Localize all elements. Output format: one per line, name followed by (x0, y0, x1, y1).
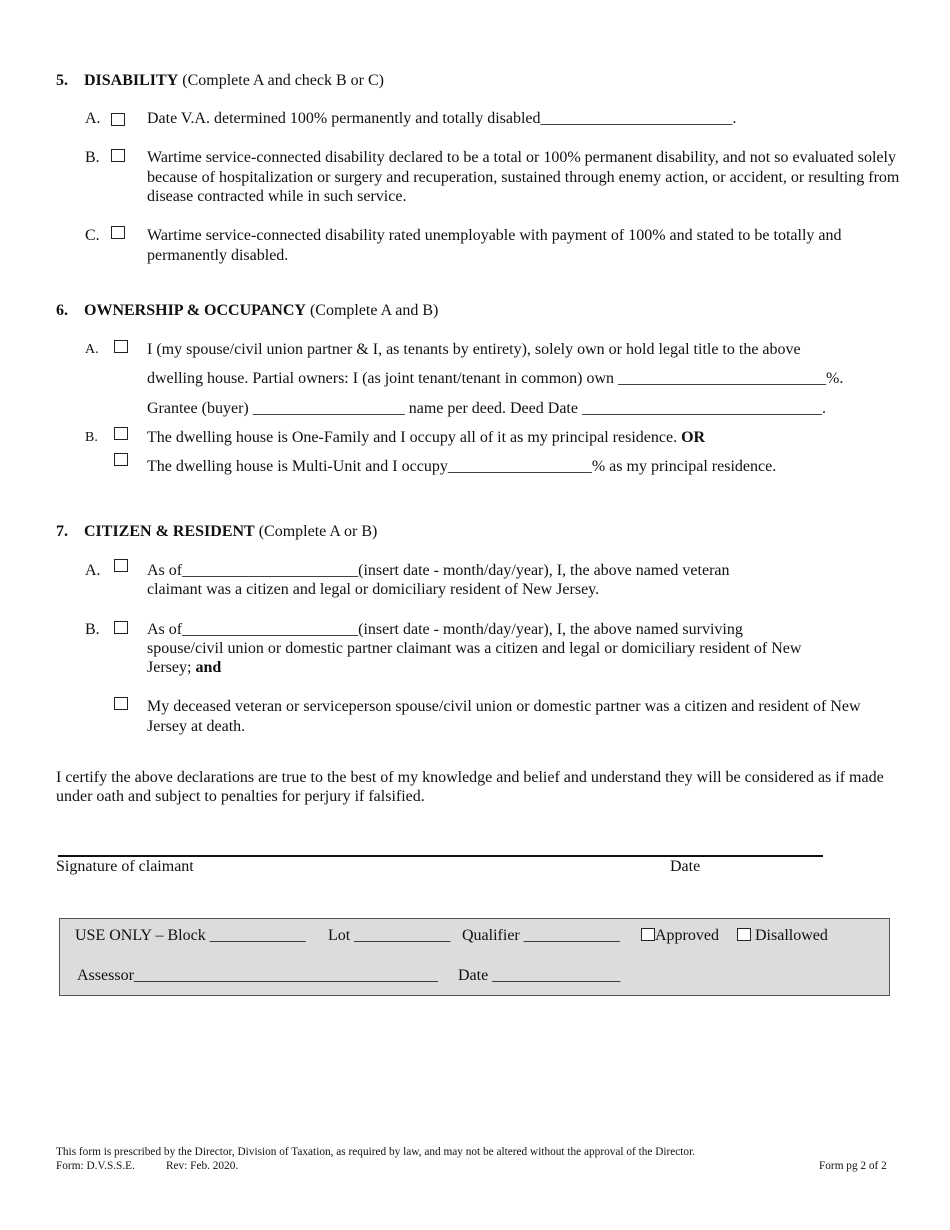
section7-b-letter: B. (85, 621, 100, 638)
section7-subtitle: (Complete A or B) (258, 523, 378, 540)
section5-a-checkbox[interactable] (111, 113, 125, 126)
section7-a-letter: A. (85, 562, 101, 579)
section5-c-text: Wartime service-connected disability rated unemployable with payment of 100% and stated to be totally and permanently disabled. (147, 227, 842, 264)
certification-text: I certify the above declarations are true to the best of my knowledge and belief and understand they will be considered as if made under oath and subject to penalties for perjury if falsified. (56, 769, 884, 805)
use-only-date[interactable]: Date ________________ (458, 967, 621, 984)
section7-c-text: My deceased veteran or serviceperson spouse/civil union or domestic partner was a citizen and resident of New Jersey at death. (147, 698, 861, 735)
approved-checkbox[interactable] (641, 928, 655, 941)
use-only-lot[interactable]: Lot ____________ (328, 927, 451, 944)
footer-form-id: Form: D.V.S.S.E. (56, 1160, 135, 1172)
section5-number: 5. (56, 72, 68, 89)
section5-b-checkbox[interactable] (111, 149, 125, 162)
section7-b-and: and (195, 659, 222, 676)
approved-label: Approved (655, 927, 719, 944)
section6-a-line1: I (my spouse/civil union partner & I, as tenants by entirety), solely own or hold legal title to the above (147, 341, 801, 358)
section6-title: OWNERSHIP & OCCUPANCY (84, 302, 306, 319)
section6-b-one-family-checkbox[interactable] (114, 427, 128, 440)
use-only-block[interactable]: USE ONLY – Block ____________ (75, 927, 306, 944)
section7-b-line2: spouse/civil union or domestic partner claimant was a citizen and legal or domiciliary resident of New (147, 640, 802, 657)
section7-heading (84, 522, 377, 541)
section5-c-checkbox[interactable] (111, 226, 125, 239)
section7-a-checkbox[interactable] (114, 559, 128, 572)
section6-b-line1 (147, 428, 705, 447)
section5-title: DISABILITY (84, 72, 179, 89)
section6-a-line3[interactable]: Grantee (buyer) ___________________ name per deed. Deed Date ______________________________. (147, 400, 826, 417)
footer-notice: This form is prescribed by the Director, Division of Taxation, as required by law, and may not be altered without the approval of the Director. (56, 1146, 696, 1158)
section5-subtitle: (Complete A and check B or C) (182, 72, 384, 89)
section6-b-line1-text: The dwelling house is One-Family and I occupy all of it as my principal residence. (147, 429, 678, 446)
section7-number: 7. (56, 523, 68, 540)
footer-revision: Rev: Feb. 2020. (166, 1160, 239, 1172)
section5-c-letter: C. (85, 227, 100, 244)
section5-b-letter: B. (85, 149, 100, 166)
section6-a-checkbox[interactable] (114, 340, 128, 353)
disallowed-label: Disallowed (755, 927, 828, 944)
footer-page-number: Form pg 2 of 2 (819, 1160, 887, 1172)
section7-b-checkbox[interactable] (114, 621, 128, 634)
section5-b-text: Wartime service-connected disability declared to be a total or 100% permanent disability, and not so evaluated solely because of hospitalization or surgery and recuperation, sustained through enemy action, or accident, or resulting from disease contracted while in such service. (147, 149, 900, 205)
section6-subtitle: (Complete A and B) (309, 302, 439, 319)
section6-number: 6. (56, 302, 68, 319)
use-only-disallowed[interactable] (737, 926, 828, 945)
signature-date-label: Date (670, 858, 701, 875)
use-only-qualifier[interactable]: Qualifier ____________ (462, 927, 620, 944)
use-only-assessor[interactable]: Assessor______________________________________ (77, 967, 438, 984)
section5-a-letter: A. (85, 110, 101, 127)
section6-heading (84, 301, 438, 320)
section6-b-or: OR (681, 429, 706, 446)
signature-claimant-label: Signature of claimant (56, 858, 194, 875)
section5-heading (84, 71, 384, 90)
use-only-approved[interactable] (641, 926, 719, 945)
section6-a-letter: A. (85, 342, 99, 357)
section7-c-checkbox[interactable] (114, 697, 128, 710)
section6-b-letter: B. (85, 430, 98, 445)
section6-b-line2[interactable]: The dwelling house is Multi-Unit and I occupy__________________% as my principal residence. (147, 458, 777, 475)
section7-b-line3-text: Jersey; (147, 659, 192, 676)
section7-a-line2: claimant was a citizen and legal or domiciliary resident of New Jersey. (147, 581, 600, 598)
section6-a-line2[interactable]: dwelling house. Partial owners: I (as joint tenant/tenant in common) own __________________________%. (147, 370, 844, 387)
section7-b-line3 (147, 658, 221, 677)
section7-title: CITIZEN & RESIDENT (84, 523, 255, 540)
disallowed-checkbox[interactable] (737, 928, 751, 941)
section7-a-line1[interactable]: As of______________________(insert date - month/day/year), I, the above named veteran (147, 562, 730, 579)
section7-b-line1[interactable]: As of______________________(insert date - month/day/year), I, the above named surviving (147, 621, 743, 638)
section5-a-text: Date V.A. determined 100% permanently and totally disabled________________________. (147, 110, 737, 127)
section6-b-multi-unit-checkbox[interactable] (114, 453, 128, 466)
